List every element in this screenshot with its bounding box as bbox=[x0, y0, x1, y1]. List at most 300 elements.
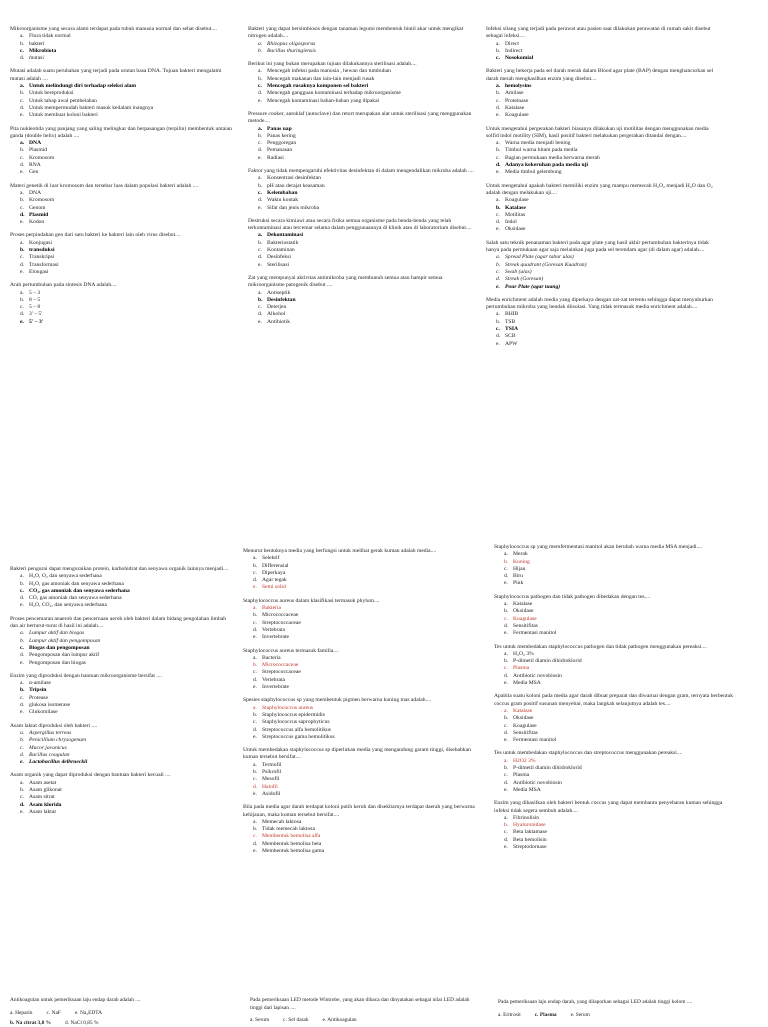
question-block bbox=[10, 282, 235, 326]
option-letter: e. bbox=[504, 680, 508, 687]
option-item bbox=[20, 55, 235, 62]
question-text: Apabila suatu koloni pada media agar darah dibuat preparat dan diwarnai dengan gram, ternyata berbentuk coccus gram positif susunan menyebar, maka langkah selanjutnya adalah tes.... bbox=[494, 693, 734, 707]
option-text: Mucor javanicus bbox=[29, 744, 67, 751]
option-item bbox=[504, 566, 734, 573]
option-text: α-amilase bbox=[29, 680, 51, 687]
option-letter: d. bbox=[258, 311, 263, 318]
option-letter: b. bbox=[504, 658, 509, 665]
option-list bbox=[243, 762, 481, 798]
question-block bbox=[486, 240, 722, 291]
option-item bbox=[504, 787, 734, 794]
option-text: transduksi bbox=[29, 247, 55, 254]
option-item bbox=[20, 630, 235, 637]
option-letter: c. bbox=[504, 722, 508, 729]
question-text: Tes untuk membedakan staphylococcus pathogen dan tidak pathogen menggunakan pereaksi.... bbox=[494, 643, 707, 650]
option-item bbox=[10, 1010, 32, 1017]
option-text: Termofil bbox=[262, 761, 282, 768]
option-text: NaF bbox=[51, 1009, 61, 1016]
option-letter: a. bbox=[258, 232, 263, 239]
option-list bbox=[486, 254, 722, 290]
option-letter: d. bbox=[258, 147, 263, 154]
option-item bbox=[496, 311, 722, 318]
option-item bbox=[496, 48, 722, 55]
option-text: Timbul warna hitam pada media bbox=[505, 147, 578, 154]
option-item bbox=[496, 105, 722, 112]
question-block bbox=[494, 750, 734, 794]
option-list bbox=[10, 573, 235, 609]
option-item bbox=[20, 602, 235, 609]
option-text: Flora tidak normal bbox=[29, 33, 71, 40]
option-list bbox=[486, 83, 722, 119]
option-text: Rhizopus oligosporus bbox=[267, 40, 316, 47]
option-item bbox=[20, 652, 235, 659]
option-text: P-dimetil diamin dihidroklorid bbox=[513, 658, 582, 665]
option-text: Konjugasi bbox=[29, 239, 52, 246]
option-item bbox=[20, 304, 235, 311]
option-item bbox=[496, 319, 722, 326]
option-list bbox=[248, 290, 478, 326]
option-letter: e. bbox=[322, 1017, 328, 1024]
question-block bbox=[486, 26, 722, 62]
bottom-mid-question bbox=[250, 992, 480, 1024]
option-text: Untuk tahap awal pembelahan bbox=[29, 97, 97, 104]
option-letter: b. bbox=[504, 558, 509, 565]
option-text: Indirect bbox=[505, 47, 523, 54]
option-text: Media timbul gelembung bbox=[505, 169, 562, 176]
option-item bbox=[504, 559, 734, 566]
option-letter: b. bbox=[253, 662, 258, 669]
option-item bbox=[258, 183, 478, 190]
option-list bbox=[494, 601, 734, 637]
option-text: Lactobacillus delbrueckii bbox=[29, 759, 88, 766]
option-item bbox=[258, 68, 478, 75]
top-right-column bbox=[486, 26, 722, 354]
option-letter: e. bbox=[253, 584, 257, 591]
option-letter: c. bbox=[258, 304, 262, 311]
option-item bbox=[20, 680, 235, 687]
option-letter: a. bbox=[253, 704, 257, 711]
question-text: Infeksi silang yang terjadi pada perawat atau pasien saat dilakukan perawatan di rumah sakit disebut sebagai infeksi.... bbox=[486, 26, 711, 40]
option-item bbox=[20, 33, 235, 40]
option-item bbox=[20, 90, 235, 97]
option-list bbox=[248, 68, 478, 104]
option-text: Koagulase bbox=[513, 615, 537, 622]
option-text: Kelembaban bbox=[267, 189, 298, 196]
option-item bbox=[258, 197, 478, 204]
question-text: Materi genetik di luar kromosom dan tersebar luas dalam populasi bakteri adalah .... bbox=[10, 182, 199, 189]
question-block bbox=[243, 548, 481, 592]
option-letter: d. bbox=[20, 652, 25, 659]
option-item bbox=[504, 772, 734, 779]
option-list bbox=[10, 83, 235, 119]
option-text: Asam asetat bbox=[29, 779, 57, 786]
option-letter: c. bbox=[20, 154, 24, 161]
option-item bbox=[258, 126, 478, 133]
option-list bbox=[248, 126, 478, 162]
question-block bbox=[248, 168, 478, 212]
option-text: Streptodornase bbox=[513, 843, 547, 850]
option-letter: e. bbox=[20, 709, 24, 716]
option-text: Asam glikonat bbox=[29, 787, 62, 794]
option-letter: d. bbox=[504, 729, 509, 736]
option-item bbox=[20, 311, 235, 318]
option-list bbox=[248, 232, 478, 268]
option-text: Serum bbox=[575, 1011, 590, 1018]
option-text: Pengomposan dan biogas bbox=[29, 659, 86, 666]
option-text: Desinfektan bbox=[267, 296, 296, 303]
option-item bbox=[504, 573, 734, 580]
option-item bbox=[20, 112, 235, 119]
option-text: Panas uap bbox=[267, 125, 292, 132]
option-letter: c. bbox=[258, 140, 262, 147]
option-text: Koagulase bbox=[505, 112, 529, 119]
option-text: TSB bbox=[505, 318, 516, 325]
option-item bbox=[504, 730, 734, 737]
question-block bbox=[486, 68, 722, 119]
option-text: Na citrat 3,8 % bbox=[15, 1020, 52, 1027]
option-letter: e. bbox=[496, 283, 500, 290]
option-item bbox=[504, 837, 734, 844]
option-list bbox=[243, 555, 481, 591]
question-block bbox=[10, 772, 235, 816]
option-item bbox=[504, 658, 734, 665]
option-item bbox=[20, 247, 235, 254]
option-text: Katalase bbox=[505, 204, 526, 211]
option-item bbox=[253, 627, 481, 634]
option-list bbox=[494, 651, 734, 687]
option-letter: d. bbox=[20, 702, 25, 709]
option-letter: d. bbox=[496, 333, 501, 340]
option-text: Fermentasi manitol bbox=[513, 737, 557, 744]
option-item bbox=[20, 269, 235, 276]
option-text: Bacteria bbox=[262, 654, 281, 661]
option-text: Bakteriostatik bbox=[267, 239, 299, 246]
option-list bbox=[243, 705, 481, 741]
option-list bbox=[10, 630, 235, 666]
option-item bbox=[20, 730, 235, 737]
mid-right-column bbox=[494, 544, 734, 857]
option-text: Biru bbox=[513, 573, 523, 580]
option-item bbox=[253, 563, 481, 570]
option-letter: e. bbox=[20, 659, 24, 666]
option-item bbox=[258, 247, 478, 254]
option-letter: d. bbox=[253, 626, 258, 633]
option-letter: c. bbox=[504, 772, 508, 779]
option-letter: c. bbox=[534, 1011, 540, 1018]
option-text: Protease bbox=[29, 694, 48, 701]
option-item bbox=[253, 833, 481, 840]
option-item bbox=[253, 655, 481, 662]
option-letter: b. bbox=[496, 204, 501, 211]
option-letter: c. bbox=[253, 619, 257, 626]
option-letter: a. bbox=[253, 761, 257, 768]
option-text: CO, gas amoniak dan senyawa sederhana bbox=[29, 595, 122, 602]
option-letter: d. bbox=[253, 840, 258, 847]
top-left-column bbox=[10, 26, 235, 332]
option-item bbox=[253, 734, 481, 741]
option-item bbox=[20, 687, 235, 694]
option-letter: c. bbox=[20, 587, 24, 594]
option-text: Mesofil bbox=[262, 776, 280, 783]
option-item bbox=[498, 1012, 521, 1019]
option-text: Beta hemolisin bbox=[513, 836, 547, 843]
option-letter: b. bbox=[20, 197, 25, 204]
option-letter: e. bbox=[504, 843, 508, 850]
question-block bbox=[10, 126, 235, 177]
option-item bbox=[253, 791, 481, 798]
question-text: Mutasi adalah suatu perubahan yang terjadi pada urutan basa DNA. Tujuan bakteri mengalami mutasi adalah .... bbox=[10, 68, 222, 82]
option-letter: c. bbox=[258, 247, 262, 254]
option-letter: d. bbox=[258, 197, 263, 204]
option-text: Oksidase bbox=[505, 226, 526, 233]
option-text: DNA bbox=[29, 140, 42, 147]
option-letter: c. bbox=[253, 833, 257, 840]
option-letter: a. bbox=[496, 254, 501, 261]
option-item bbox=[20, 41, 235, 48]
option-letter: a. bbox=[20, 573, 24, 580]
option-text: Plasma bbox=[513, 665, 530, 672]
option-item bbox=[20, 290, 235, 297]
option-letter: c. bbox=[504, 565, 508, 572]
option-letter: c. bbox=[504, 615, 508, 622]
option-list bbox=[10, 240, 235, 276]
option-text: glukosa isomerase bbox=[29, 702, 71, 709]
option-item bbox=[258, 83, 478, 90]
option-text: Panas kering bbox=[267, 132, 296, 139]
option-letter: a. bbox=[250, 1017, 256, 1024]
option-text: Lumpur aktif dan pengomposan bbox=[29, 637, 101, 644]
option-letter: e. bbox=[496, 112, 500, 119]
option-letter: d. bbox=[504, 836, 509, 843]
option-text: Staphylococcus aureus bbox=[262, 704, 314, 711]
option-letter: e. bbox=[20, 219, 24, 226]
bottom-left-question bbox=[10, 992, 230, 1027]
question-text: Spesies staphylococcus sp yang membentuk pigmen berwarna kuning mas adalah.... bbox=[243, 697, 432, 704]
option-text: CO₂, gas amoniak dan senyawa sederhana bbox=[29, 587, 130, 594]
option-text: Sensitifitas bbox=[513, 729, 538, 736]
option-letter: b. bbox=[496, 147, 501, 154]
option-text: Bacillus coagulan bbox=[29, 751, 70, 758]
option-list bbox=[486, 311, 722, 347]
option-text: Hijau bbox=[513, 565, 526, 572]
option-text: Bakteria bbox=[262, 605, 281, 612]
option-letter: c. bbox=[504, 829, 508, 836]
option-text: Membentuk hemolisa alfa bbox=[262, 833, 321, 840]
option-text: Memecah laktosa bbox=[262, 818, 302, 825]
option-letter: c. bbox=[253, 719, 257, 726]
option-text: Hyaluronidase bbox=[513, 822, 546, 829]
option-item bbox=[322, 1017, 356, 1024]
question-text: Asam organik yang dapat diproduksi dengan bantuan bakteri kecuali .... bbox=[10, 772, 171, 779]
option-text: Mencegah makanan dan lain-lain menjadi rusak bbox=[267, 75, 375, 82]
option-letter: e. bbox=[258, 318, 262, 325]
option-text: Waktu kontak bbox=[267, 197, 299, 204]
option-letter: a. bbox=[20, 729, 25, 736]
question-text: Bila pada media agar darah terdapat koloni putih keruh dan disekitarnya terdapat daerah yang berwarna kehijauan, maka kuman tersebut bersifat.... bbox=[243, 804, 475, 818]
option-item bbox=[20, 140, 235, 147]
option-letter: c. bbox=[496, 97, 500, 104]
option-letter: e. bbox=[504, 580, 508, 587]
option-text: Streak (Goresan) bbox=[505, 276, 544, 283]
option-item bbox=[253, 848, 481, 855]
option-letter: a. bbox=[258, 175, 262, 182]
option-item bbox=[504, 673, 734, 680]
option-text: Plasma bbox=[539, 1011, 557, 1018]
option-item bbox=[258, 133, 478, 140]
question-block bbox=[243, 747, 481, 798]
question-block bbox=[494, 800, 734, 851]
option-letter: b. bbox=[10, 1020, 16, 1027]
option-letter: d. bbox=[496, 219, 501, 226]
option-item bbox=[496, 212, 722, 219]
option-item bbox=[20, 638, 235, 645]
option-item bbox=[258, 262, 478, 269]
option-letter: a. bbox=[498, 1011, 504, 1018]
option-item bbox=[20, 83, 235, 90]
option-letter: a. bbox=[253, 818, 257, 825]
question-text: Mikroorganisme yang secara alami terdapat pada tubuh manusia normal dan sehat disebut.... bbox=[10, 26, 217, 32]
option-letter: c. bbox=[496, 55, 500, 62]
option-text: Tripsin bbox=[29, 687, 47, 694]
option-letter: c. bbox=[258, 83, 262, 90]
question-block bbox=[494, 594, 734, 638]
question-block bbox=[243, 598, 481, 642]
option-letter: d. bbox=[20, 801, 25, 808]
option-letter: e. bbox=[74, 1009, 80, 1016]
option-text: Pink bbox=[513, 580, 524, 587]
option-text: P-dimetil diamin dihidroklorid bbox=[513, 765, 582, 772]
option-text: Sterilisasi bbox=[267, 261, 290, 268]
option-text: Micrococcaceae bbox=[262, 662, 299, 669]
option-item bbox=[504, 708, 734, 715]
option-text: Streptococcaceae bbox=[262, 619, 301, 626]
question-text: Media enrichment adalah media yang diperkaya dengan zat-zat tertentu sehingga dapat menyuburkan pertumbuhan mikroba yang hendak diisolasi. Yang tidak termasuk media enrichment adalah.... bbox=[486, 296, 713, 311]
option-item bbox=[496, 226, 722, 233]
option-item bbox=[258, 76, 478, 83]
option-text: Semi solid bbox=[262, 584, 286, 591]
option-row bbox=[250, 1017, 480, 1024]
option-text: Desinfeksi bbox=[267, 254, 291, 261]
option-letter: e. bbox=[253, 847, 257, 854]
option-letter: e. bbox=[20, 268, 24, 275]
option-letter: b. bbox=[258, 132, 263, 139]
question-text: Untuk mengetahui pergerakan bakteri biasanya dilakukan uji motilitas dengan menggunakan media solfid indol motility (SIM), hasil positif bakteri melakukan pergerakan ditandai dengan.... bbox=[486, 125, 709, 139]
option-item bbox=[253, 555, 481, 562]
option-item bbox=[258, 304, 478, 311]
option-letter: c. bbox=[20, 254, 24, 261]
option-item bbox=[258, 90, 478, 97]
option-letter: e. bbox=[258, 204, 262, 211]
option-letter: a. bbox=[20, 189, 24, 196]
option-text: hemolysins bbox=[505, 83, 532, 90]
question-text: Staphylococcus aureus termasuk familia.... bbox=[243, 647, 339, 654]
option-text: Plasmid bbox=[29, 211, 49, 218]
option-letter: a. bbox=[258, 125, 263, 132]
option-item bbox=[20, 595, 235, 602]
option-item bbox=[253, 605, 481, 612]
option-letter: a. bbox=[20, 140, 25, 147]
option-text: Katalase bbox=[513, 707, 533, 714]
question-text: Enzim yang diproduksi dengan bantuan mikroorganisme bersifat .... bbox=[10, 672, 162, 679]
option-item bbox=[258, 297, 478, 304]
option-item bbox=[253, 669, 481, 676]
option-letter: d. bbox=[20, 162, 25, 169]
option-letter: b. bbox=[258, 75, 263, 82]
option-letter: d. bbox=[496, 104, 501, 111]
question-text: Staphylococcus aureus dalam klasifikasi termasuk phylum.... bbox=[243, 597, 380, 604]
option-letter: a. bbox=[253, 654, 257, 661]
option-item bbox=[20, 297, 235, 304]
option-letter: d. bbox=[253, 577, 258, 584]
option-letter: d. bbox=[20, 751, 25, 758]
option-text: Media MSA bbox=[513, 786, 541, 793]
option-letter: c. bbox=[253, 669, 257, 676]
option-text: Asam klorida bbox=[29, 801, 62, 808]
option-text: Pengomposan dan lumpur aktif bbox=[29, 652, 100, 659]
option-item bbox=[496, 112, 722, 119]
option-letter: a. bbox=[20, 33, 24, 40]
question-text: Enzim yang dihasilkan oleh bakteri bentuk coccus yang dapat membantu penyebaran kuman sehingga infeksi tidak segera sembuh adalah.... bbox=[494, 800, 723, 814]
option-item bbox=[20, 254, 235, 261]
option-item bbox=[253, 577, 481, 584]
option-item bbox=[504, 551, 734, 558]
option-item bbox=[258, 319, 478, 326]
option-item bbox=[258, 232, 478, 239]
option-letter: a. bbox=[504, 707, 508, 714]
option-text: Indol bbox=[505, 219, 517, 226]
option-text: Diperkaya bbox=[262, 569, 286, 576]
option-text: Plasmid bbox=[29, 147, 48, 154]
option-text: Katalase bbox=[513, 601, 533, 608]
question-text: Untuk membedakan staphylococcus sp diperlukan media yang mengandung garam tinggi, disebabkan kuman tersebut bersifat.... bbox=[243, 747, 471, 761]
option-item bbox=[504, 765, 734, 772]
option-text: mutasi bbox=[29, 55, 44, 62]
option-letter: e. bbox=[504, 737, 508, 744]
option-letter: d. bbox=[253, 783, 258, 790]
option-letter: b. bbox=[496, 90, 501, 97]
option-item bbox=[20, 702, 235, 709]
option-text: H₂O, O₂ dan senyawa sederhana bbox=[29, 573, 102, 580]
option-letter: a. bbox=[496, 197, 500, 204]
option-item bbox=[20, 780, 235, 787]
option-item bbox=[20, 262, 235, 269]
option-text: Oksidase bbox=[513, 608, 534, 615]
option-item bbox=[20, 752, 235, 759]
option-letter: c. bbox=[20, 97, 24, 104]
question-text: Bakteri pengurai dapat menguraikan protein, karbohidrat dan senyawa organik lainnya menjadi.... bbox=[10, 566, 229, 572]
option-item bbox=[496, 254, 722, 261]
option-item bbox=[496, 341, 722, 348]
option-item bbox=[253, 662, 481, 669]
option-letter: d. bbox=[253, 676, 258, 683]
option-item bbox=[20, 212, 235, 219]
option-text: Antibiotic novobiosin bbox=[513, 672, 562, 679]
option-text: Streptococcus gama hemolitikus bbox=[262, 733, 335, 740]
question-block bbox=[494, 544, 734, 588]
option-text: Media MSA bbox=[513, 680, 541, 687]
option-item bbox=[504, 680, 734, 687]
option-item bbox=[496, 205, 722, 212]
option-list bbox=[248, 175, 478, 211]
option-text: DNA bbox=[29, 189, 42, 196]
option-letter: d. bbox=[504, 622, 509, 629]
option-letter: b. bbox=[258, 296, 263, 303]
option-letter: a. bbox=[496, 311, 500, 318]
option-item bbox=[258, 41, 478, 48]
option-letter: a. bbox=[496, 140, 500, 147]
option-item bbox=[20, 98, 235, 105]
option-item bbox=[504, 665, 734, 672]
